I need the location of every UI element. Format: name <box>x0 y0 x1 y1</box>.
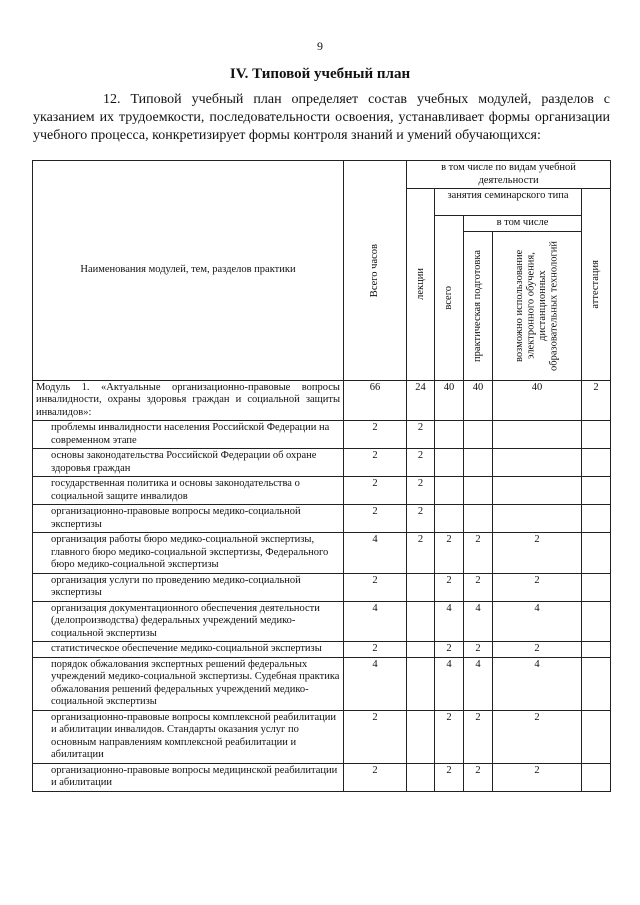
cell-total: 4 <box>344 601 407 642</box>
cell-total: 2 <box>344 421 407 449</box>
header-elearning <box>493 231 582 380</box>
cell-total: 2 <box>344 642 407 658</box>
cell-lectures: 2 <box>407 477 435 505</box>
cell-seminar-total <box>435 421 464 449</box>
header-practical <box>464 231 493 380</box>
cell-seminar-total: 2 <box>435 573 464 601</box>
row-name: государственная политика и основы законодательства о социальной защите инвалидов <box>33 477 344 505</box>
cell-lectures: 2 <box>407 421 435 449</box>
table-row <box>33 449 611 477</box>
section-title: IV. Типовой учебный план <box>229 66 411 82</box>
cell-attestation <box>582 573 611 601</box>
cell-attestation: 2 <box>582 380 611 421</box>
cell-total: 2 <box>344 573 407 601</box>
cell-practical: 2 <box>464 533 493 574</box>
header-lectures-label: лекции <box>414 268 426 301</box>
table-header <box>33 161 611 381</box>
cell-seminar-total: 4 <box>435 601 464 642</box>
table-row <box>33 421 611 449</box>
cell-elearning: 4 <box>493 657 582 710</box>
cell-lectures: 2 <box>407 505 435 533</box>
cell-lectures: 2 <box>407 533 435 574</box>
row-name: организационно-правовые вопросы медико-социальной экспертизы <box>33 505 344 533</box>
cell-seminar-total <box>435 505 464 533</box>
header-attestation-label: аттестация <box>590 259 602 309</box>
cell-practical <box>464 477 493 505</box>
row-name: организация услуги по проведению медико-социальной экспертизы <box>33 573 344 601</box>
cell-elearning: 2 <box>493 642 582 658</box>
cell-lectures <box>407 642 435 658</box>
header-including: в том числе <box>464 216 582 232</box>
cell-attestation <box>582 421 611 449</box>
cell-total: 2 <box>344 477 407 505</box>
cell-practical: 4 <box>464 601 493 642</box>
cell-lectures: 24 <box>407 380 435 421</box>
cell-lectures <box>407 657 435 710</box>
row-name: организационно-правовые вопросы медицинской реабилитации и абилитации <box>33 763 344 791</box>
table-row <box>33 642 611 658</box>
cell-attestation <box>582 477 611 505</box>
curriculum-table <box>32 160 611 792</box>
cell-practical: 2 <box>464 763 493 791</box>
header-total-hours-label: Всего часов <box>369 243 381 297</box>
cell-attestation <box>582 533 611 574</box>
cell-total: 2 <box>344 449 407 477</box>
cell-total: 4 <box>344 657 407 710</box>
header-practical-label: практическая подготовка <box>472 249 484 362</box>
cell-total: 2 <box>344 505 407 533</box>
cell-practical: 2 <box>464 573 493 601</box>
cell-attestation <box>582 601 611 642</box>
cell-lectures <box>407 573 435 601</box>
cell-elearning <box>493 505 582 533</box>
table-row <box>33 505 611 533</box>
cell-practical <box>464 505 493 533</box>
cell-elearning <box>493 421 582 449</box>
header-lectures <box>407 189 435 381</box>
cell-total: 2 <box>344 710 407 763</box>
cell-seminar-total: 2 <box>435 763 464 791</box>
header-attestation <box>582 189 611 381</box>
header-seminar-total <box>435 216 464 381</box>
cell-attestation <box>582 763 611 791</box>
cell-elearning: 4 <box>493 601 582 642</box>
row-name: организация работы бюро медико-социальной экспертизы, главного бюро медико-социальной экспертизы, Федерального бюро медико-социальной экспертизы <box>33 533 344 574</box>
row-name: организация документационного обеспечения деятельности (делопроизводства) федеральных учреждений медико-социальной экспертизы <box>33 601 344 642</box>
row-name: статистическое обеспечение медико-социальной экспертизы <box>33 642 344 658</box>
cell-practical: 40 <box>464 380 493 421</box>
table-row <box>33 763 611 791</box>
cell-elearning <box>493 477 582 505</box>
row-name: порядок обжалования экспертных решений федеральных учреждений медико-социальной экспертизы. Судебная практика обжалования решений федеральных учреждений медико-социальной экспертизы <box>33 657 344 710</box>
cell-elearning: 2 <box>493 710 582 763</box>
row-name: Модуль 1. «Актуальные организационно-правовые вопросы инвалидности, охраны здоровья граждан и социальной защиты инвалидов»: <box>33 380 344 421</box>
table-row <box>33 573 611 601</box>
header-seminar: занятия семинарского типа <box>435 189 582 216</box>
page-number: 9 <box>317 39 323 53</box>
header-seminar-total-label: всего <box>443 285 455 310</box>
header-by-activity: в том числе по видам учебной деятельности <box>407 161 611 189</box>
intro-paragraph: 12. Типовой учебный план определяет состав учебных модулей, разделов с указанием их трудоемкости, последовательности освоения, устанавливает формы организации учебного процесса, конкретизирует формы контроля знаний и умений обучающихся: <box>33 92 610 143</box>
cell-practical: 2 <box>464 642 493 658</box>
table-row <box>33 477 611 505</box>
cell-lectures <box>407 710 435 763</box>
cell-seminar-total <box>435 477 464 505</box>
cell-attestation <box>582 449 611 477</box>
table-row <box>33 533 611 574</box>
cell-seminar-total <box>435 449 464 477</box>
cell-elearning: 2 <box>493 573 582 601</box>
cell-practical <box>464 421 493 449</box>
cell-lectures: 2 <box>407 449 435 477</box>
cell-seminar-total: 4 <box>435 657 464 710</box>
cell-attestation <box>582 710 611 763</box>
table-row <box>33 710 611 763</box>
cell-elearning: 40 <box>493 380 582 421</box>
cell-practical <box>464 449 493 477</box>
cell-lectures <box>407 601 435 642</box>
cell-total: 2 <box>344 763 407 791</box>
cell-seminar-total: 2 <box>435 642 464 658</box>
header-total-hours <box>344 161 407 381</box>
table-row <box>33 601 611 642</box>
cell-seminar-total: 2 <box>435 533 464 574</box>
cell-practical: 2 <box>464 710 493 763</box>
cell-seminar-total: 40 <box>435 380 464 421</box>
cell-elearning: 2 <box>493 763 582 791</box>
header-elearning-label: возможно использование электронного обучения, дистанционных образовательных технологий <box>514 240 560 371</box>
cell-total: 66 <box>344 380 407 421</box>
row-name: организационно-правовые вопросы комплексной реабилитации и абилитации инвалидов. Стандарты оказания услуг по основным направлениям комплексной реабилитации и абилитации <box>33 710 344 763</box>
row-name: основы законодательства Российской Федерации об охране здоровья граждан <box>33 449 344 477</box>
cell-lectures <box>407 763 435 791</box>
cell-seminar-total: 2 <box>435 710 464 763</box>
row-name: проблемы инвалидности населения Российской Федерации на современном этапе <box>33 421 344 449</box>
table-body <box>33 380 611 791</box>
cell-elearning <box>493 449 582 477</box>
module-row <box>33 380 611 421</box>
cell-attestation <box>582 642 611 658</box>
cell-elearning: 2 <box>493 533 582 574</box>
header-name: Наименования модулей, тем, разделов практики <box>33 161 344 381</box>
cell-attestation <box>582 505 611 533</box>
cell-practical: 4 <box>464 657 493 710</box>
cell-attestation <box>582 657 611 710</box>
cell-total: 4 <box>344 533 407 574</box>
table-row <box>33 657 611 710</box>
